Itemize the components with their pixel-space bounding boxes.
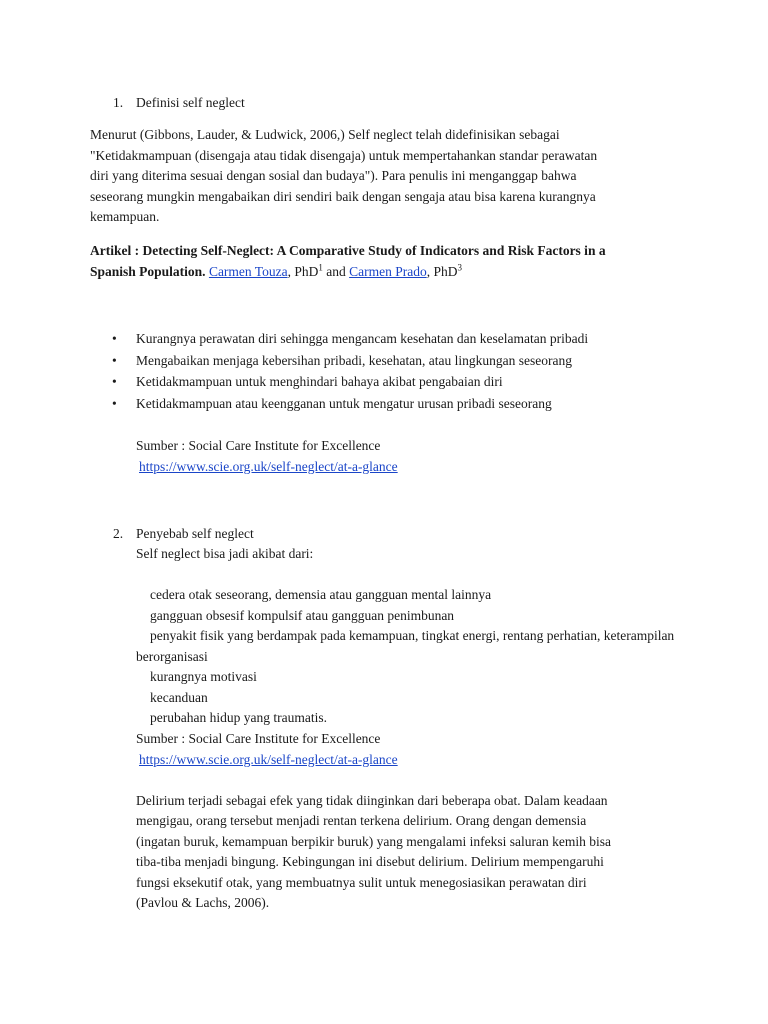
section-2-heading: Penyebab self neglect — [136, 526, 254, 541]
section-2-number: 2. — [113, 526, 124, 541]
list-item: • Ketidakmampuan untuk menghindari bahaya akibat pengabaian diri — [112, 372, 732, 394]
list-item: • Kurangnya perawatan diri sehingga mengancam kesehatan dan keselamatan pribadi — [112, 329, 732, 351]
article-title-end: Spanish Population. — [90, 264, 206, 279]
list-item: • Ketidakmampuan atau keengganan untuk mengatur urusan pribadi seseorang — [112, 394, 732, 416]
source-1-label: Sumber : Social Care Institute for Excellence — [136, 438, 381, 453]
author-link-carmen-touza[interactable]: Carmen Touza — [208, 264, 288, 279]
definition-paragraph-line-1: Menurut (Gibbons, Lauder, & Ludwick, 2006,) Self neglect telah didefinisikan sebagai — [90, 127, 560, 142]
definition-paragraph-line-4: seseorang mungkin mengabaikan diri sendiri baik dengan sengaja atau bisa karena kurangnya — [90, 189, 596, 204]
causes-list — [136, 585, 716, 729]
definition-paragraph-line-5: kemampuan. — [90, 209, 160, 224]
author-link-carmen-prado[interactable]: Carmen Prado — [349, 264, 427, 279]
section-1-number: 1. — [113, 95, 124, 110]
delirium-line-3: (ingatan buruk, kemampuan berpikir buruk) yang mengalami infeksi saluran kemih bisa — [136, 834, 611, 849]
list-item: gangguan obsesif kompulsif atau gangguan penimbunan — [150, 607, 455, 623]
definition-paragraph-line-3: diri yang diterima sesuai dengan sosial dan budaya"). Para penulis ini menganggap bahwa — [90, 168, 577, 183]
article-title-line-1: Artikel : Detecting Self-Neglect: A Comparative Study of Indicators and Risk Factors in a — [90, 243, 606, 258]
article-title-line-2 — [90, 262, 462, 283]
section-1-heading: Definisi self neglect — [136, 95, 245, 110]
causes-intro: Self neglect bisa jadi akibat dari: — [136, 546, 314, 561]
list-item: perubahan hidup yang traumatis. — [150, 710, 327, 725]
list-item: • Mengabaikan menjaga kebersihan pribadi, kesehatan, atau lingkungan seseorang — [112, 351, 732, 373]
source-2-label: Sumber : Social Care Institute for Excellence — [136, 731, 381, 746]
delirium-line-4: tiba-tiba menjadi bingung. Kebingungan ini disebut delirium. Delirium mempengaruhi — [136, 854, 604, 869]
source-1-link[interactable]: https://www.scie.org.uk/self-neglect/at-a-glance — [139, 459, 398, 474]
list-item: kecanduan — [150, 689, 208, 705]
indicator-bullet-list — [112, 329, 732, 415]
delirium-line-2: mengigau, orang tersebut menjadi rentan terkena delirium. Orang dengan demensia — [136, 813, 587, 828]
delirium-line-6: (Pavlou & Lachs, 2006). — [136, 895, 270, 910]
author-1-suffix: , PhD — [287, 264, 319, 279]
delirium-line-5: fungsi eksekutif otak, yang membuatnya sulit untuk menegosiasikan perawatan diri — [136, 875, 587, 890]
list-item: kurangnya motivasi — [150, 669, 257, 684]
and-text: and — [322, 264, 350, 279]
delirium-line-1: Delirium terjadi sebagai efek yang tidak diinginkan dari beberapa obat. Dalam keadaan — [136, 793, 608, 808]
author-2-superscript: 3 — [457, 262, 462, 273]
source-2-link[interactable]: https://www.scie.org.uk/self-neglect/at-a-glance — [139, 752, 398, 767]
author-1-superscript: 1 — [318, 262, 323, 273]
list-item: penyakit fisik yang berdampak pada kemampuan, tingkat energi, rentang perhatian, keterampilan berorganisasi — [136, 628, 675, 664]
definition-paragraph-line-2: "Ketidakmampuan (disengaja atau tidak disengaja) untuk mempertahankan standar perawatan — [90, 148, 598, 163]
list-item: cedera otak seseorang, demensia atau gangguan mental lainnya — [150, 587, 492, 602]
author-2-suffix: , PhD — [426, 264, 458, 279]
